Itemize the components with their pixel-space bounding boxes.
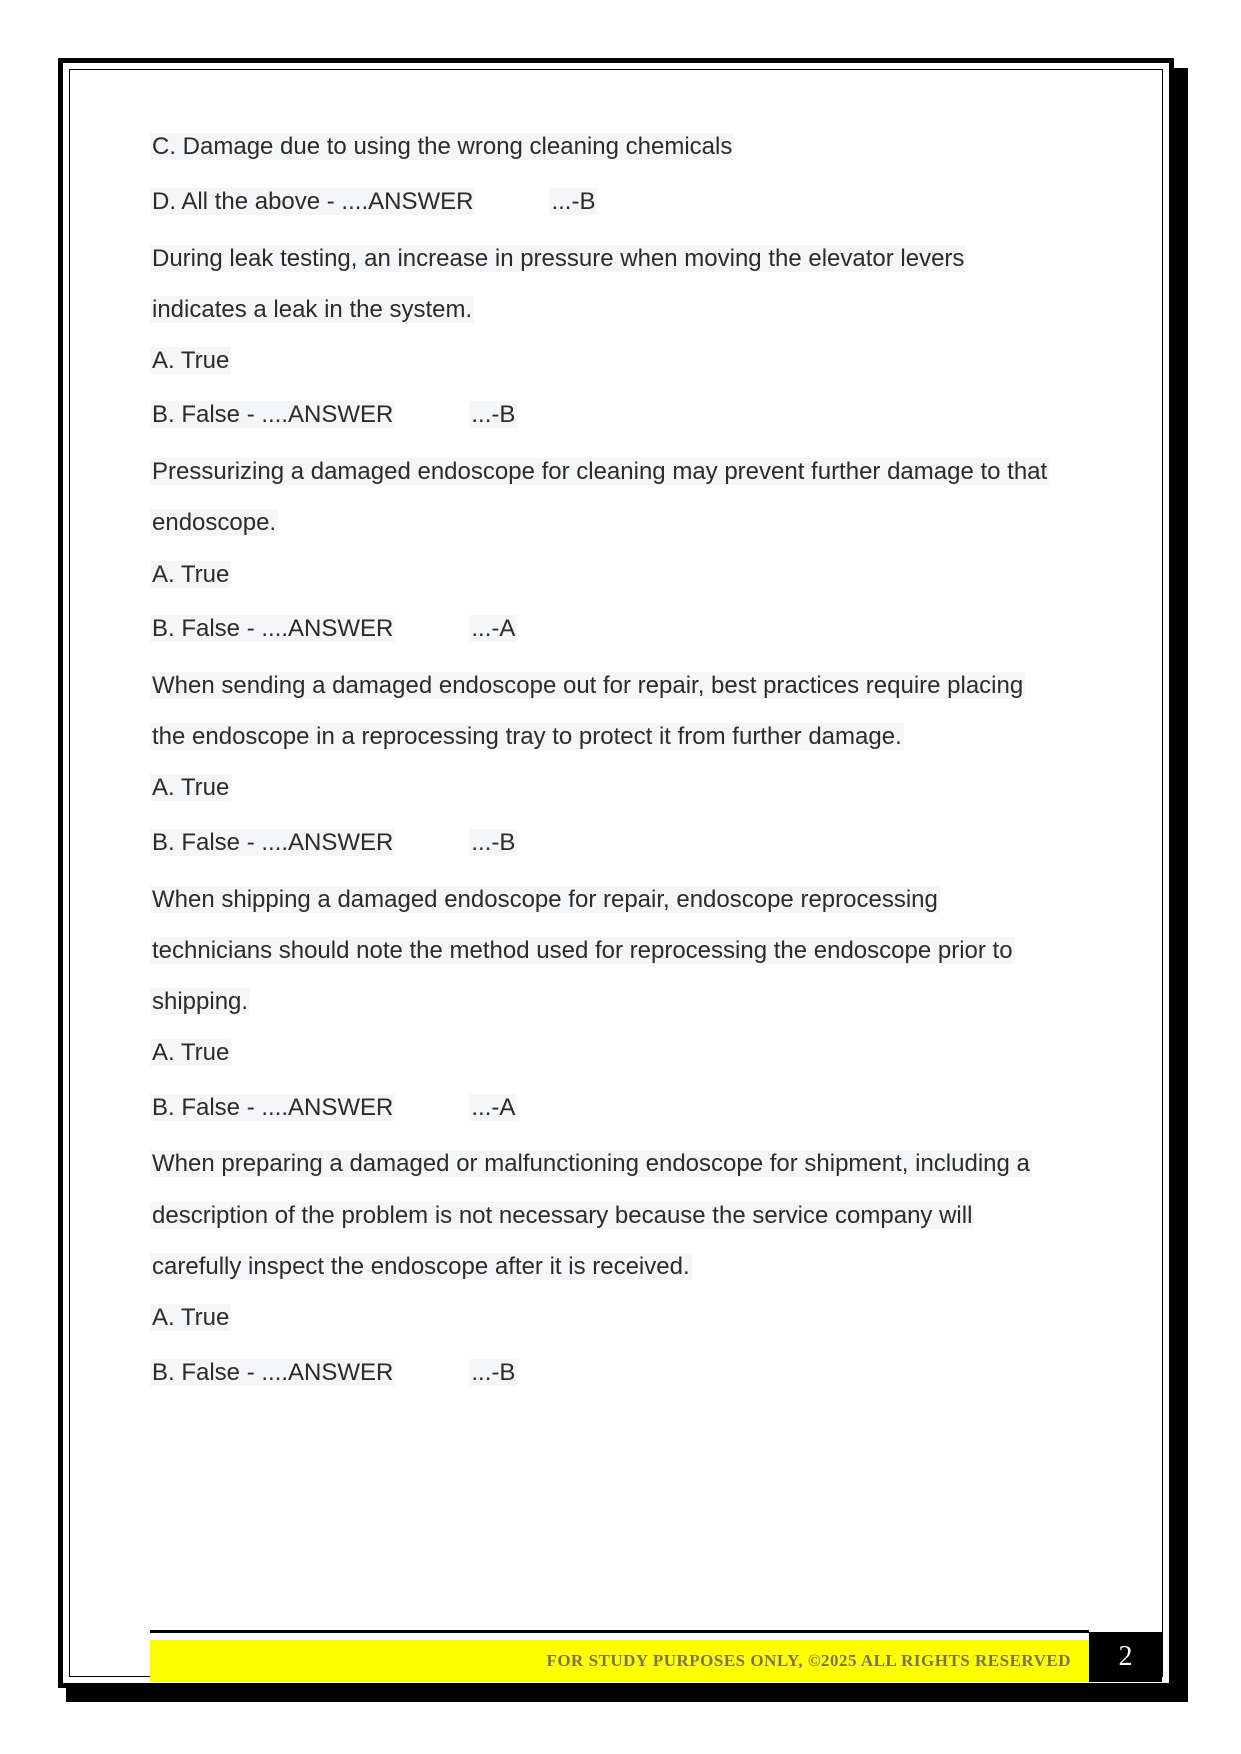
line-text: Pressurizing a damaged endoscope for cleaning may prevent further damage to that	[152, 458, 1048, 485]
line-text: When shipping a damaged endoscope for repair, endoscope reprocessing	[152, 886, 938, 913]
question-line	[150, 1147, 1032, 1181]
question-line	[150, 455, 1049, 489]
question-line	[150, 1199, 974, 1233]
question-line	[150, 720, 904, 754]
line-text: A. True	[152, 561, 230, 588]
question-line	[150, 558, 231, 592]
line-text: A. True	[152, 347, 230, 374]
line-text: A. True	[152, 1039, 230, 1066]
answer-line	[150, 398, 517, 432]
answer-key: ...-B	[551, 188, 596, 215]
answer-key: ...-B	[471, 401, 516, 428]
line-text: indicates a leak in the system.	[152, 296, 473, 323]
line-text: the endoscope in a reprocessing tray to protect it from further damage.	[152, 723, 902, 750]
line-text: D. All the above - ....ANSWER	[152, 188, 474, 215]
line-text: C. Damage due to using the wrong cleaning chemicals	[152, 133, 733, 160]
line-text: B. False - ....ANSWER	[152, 829, 394, 856]
line-text: technicians should note the method used for reprocessing the endoscope prior to	[152, 937, 1013, 964]
answer-line	[150, 612, 517, 646]
answer-line	[150, 826, 517, 860]
footer-rule	[150, 1630, 1089, 1633]
answer-key: ...-B	[471, 829, 516, 856]
line-text: carefully inspect the endoscope after it is received.	[152, 1253, 690, 1280]
line-text: shipping.	[152, 988, 249, 1015]
line-text: A. True	[152, 774, 230, 801]
answer-key: ...-B	[471, 1359, 516, 1386]
line-text: When sending a damaged endoscope out for repair, best practices require placing	[152, 672, 1024, 699]
question-line	[150, 1036, 231, 1070]
answer-line	[150, 1356, 517, 1390]
page-number: 2	[1089, 1632, 1162, 1682]
question-line	[150, 344, 231, 378]
question-line	[150, 242, 966, 276]
line-text: When preparing a damaged or malfunctioning endoscope for shipment, including a	[152, 1150, 1030, 1177]
line-text: During leak testing, an increase in pressure when moving the elevator levers	[152, 245, 965, 272]
question-line	[150, 934, 1015, 968]
question-line	[150, 293, 474, 327]
question-line	[150, 506, 278, 540]
line-text: description of the problem is not necessary because the service company will	[152, 1202, 973, 1229]
answer-key: ...-A	[471, 1094, 516, 1121]
line-text: B. False - ....ANSWER	[152, 1359, 394, 1386]
answer-line	[150, 1091, 517, 1125]
answer-line	[150, 185, 597, 219]
line-text: B. False - ....ANSWER	[152, 1094, 394, 1121]
line-text: B. False - ....ANSWER	[152, 401, 394, 428]
question-line	[150, 1301, 231, 1335]
question-line	[150, 130, 734, 164]
line-text: B. False - ....ANSWER	[152, 615, 394, 642]
question-line	[150, 771, 231, 805]
footer-notice: FOR STUDY PURPOSES ONLY, ©2025 ALL RIGHTS RESERVED	[546, 1651, 1071, 1670]
question-line	[150, 669, 1025, 703]
question-line	[150, 883, 940, 917]
footer-bar	[150, 1640, 1089, 1682]
question-line	[150, 985, 250, 1019]
line-text: A. True	[152, 1304, 230, 1331]
question-line	[150, 1250, 692, 1284]
line-text: endoscope.	[152, 509, 277, 536]
answer-key: ...-A	[471, 615, 516, 642]
